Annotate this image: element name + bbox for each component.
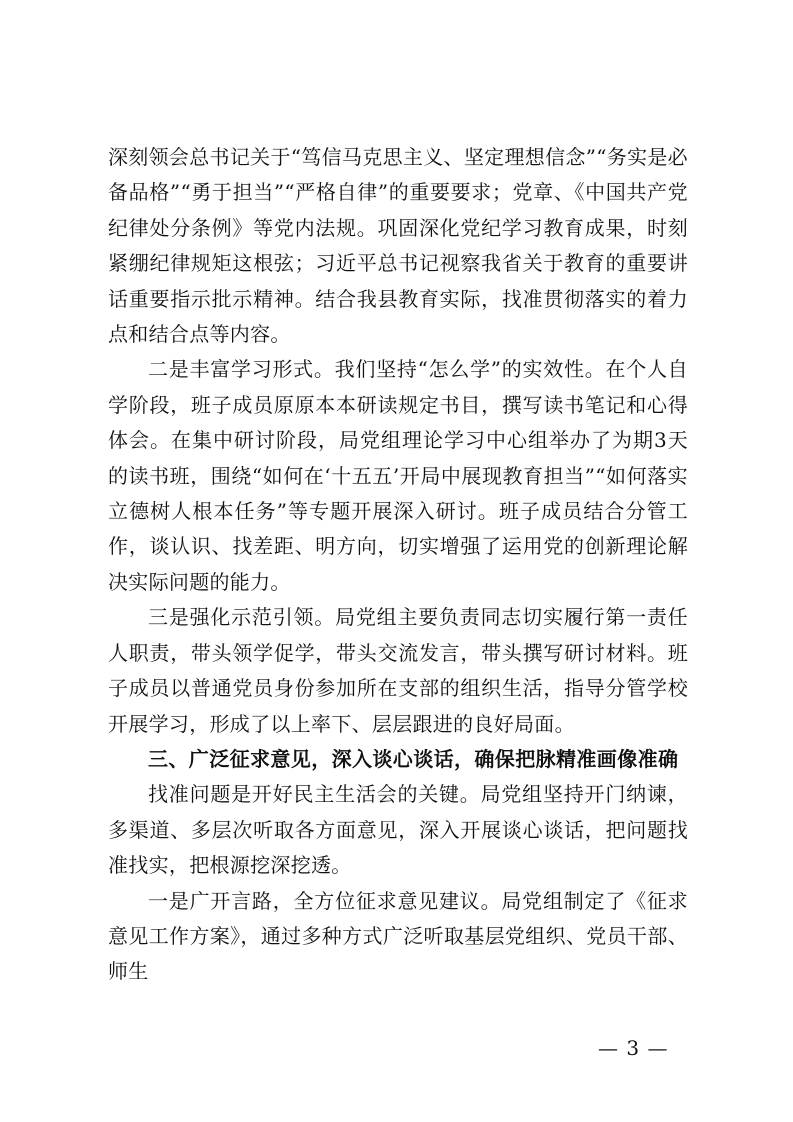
page-number: — 3 —	[598, 1036, 669, 1060]
section-heading-3: 三、广泛征求意见，深入谈心谈话，确保把脉精准画像准确	[148, 746, 679, 771]
paragraph-soliciting-opinions: 一是广开言路，全方位征求意见建议。局党组制定了《征求意见工作方案》，通过多种方式广泛听取基层党组织、党员干部、师生	[108, 888, 688, 984]
paragraph-continuation: 深刻领会总书记关于“笃信马克思主义、坚定理想信念”“务实是必备品格”“勇于担当”“严格自律”的重要要求；党章、《中国共产党纪律处分条例》等党内法规。巩固深化党纪学习教育成果，时刻紧绷纪律规矩这根弦；习近平总书记视察我省关于教育的重要讲话重要指示批示精神。结合我县教育实际，找准贯彻落实的着力点和结合点等内容。	[108, 145, 688, 347]
paragraph-study-forms: 二是丰富学习形式。我们坚持“怎么学”的实效性。在个人自学阶段，班子成员原原本本研读规定书目，撰写读书笔记和心得体会。在集中研讨阶段，局党组理论学习中心组举办了为期3天的读书班，围绕“如何在‘十五五’开局中展现教育担当”“如何落实立德树人根本任务”等专题开展深入研讨。班子成员结合分管工作，谈认识、找差距、明方向，切实增强了运用党的创新理论解决实际问题的能力。	[108, 357, 688, 594]
paragraph-leadership-example: 三是强化示范引领。局党组主要负责同志切实履行第一责任人职责，带头领学促学，带头交流发言，带头撰写研讨材料。班子成员以普通党员身份参加所在支部的组织生活，指导分管学校开展学习，形成了以上率下、层层跟进的良好局面。	[108, 605, 688, 736]
body-text	[108, 140, 688, 990]
paragraph-finding-problems: 找准问题是开好民主生活会的关键。局党组坚持开门纳谏，多渠道、多层次听取各方面意见，深入开展谈心谈话，把问题找准找实，把根源挖深挖透。	[108, 782, 688, 878]
